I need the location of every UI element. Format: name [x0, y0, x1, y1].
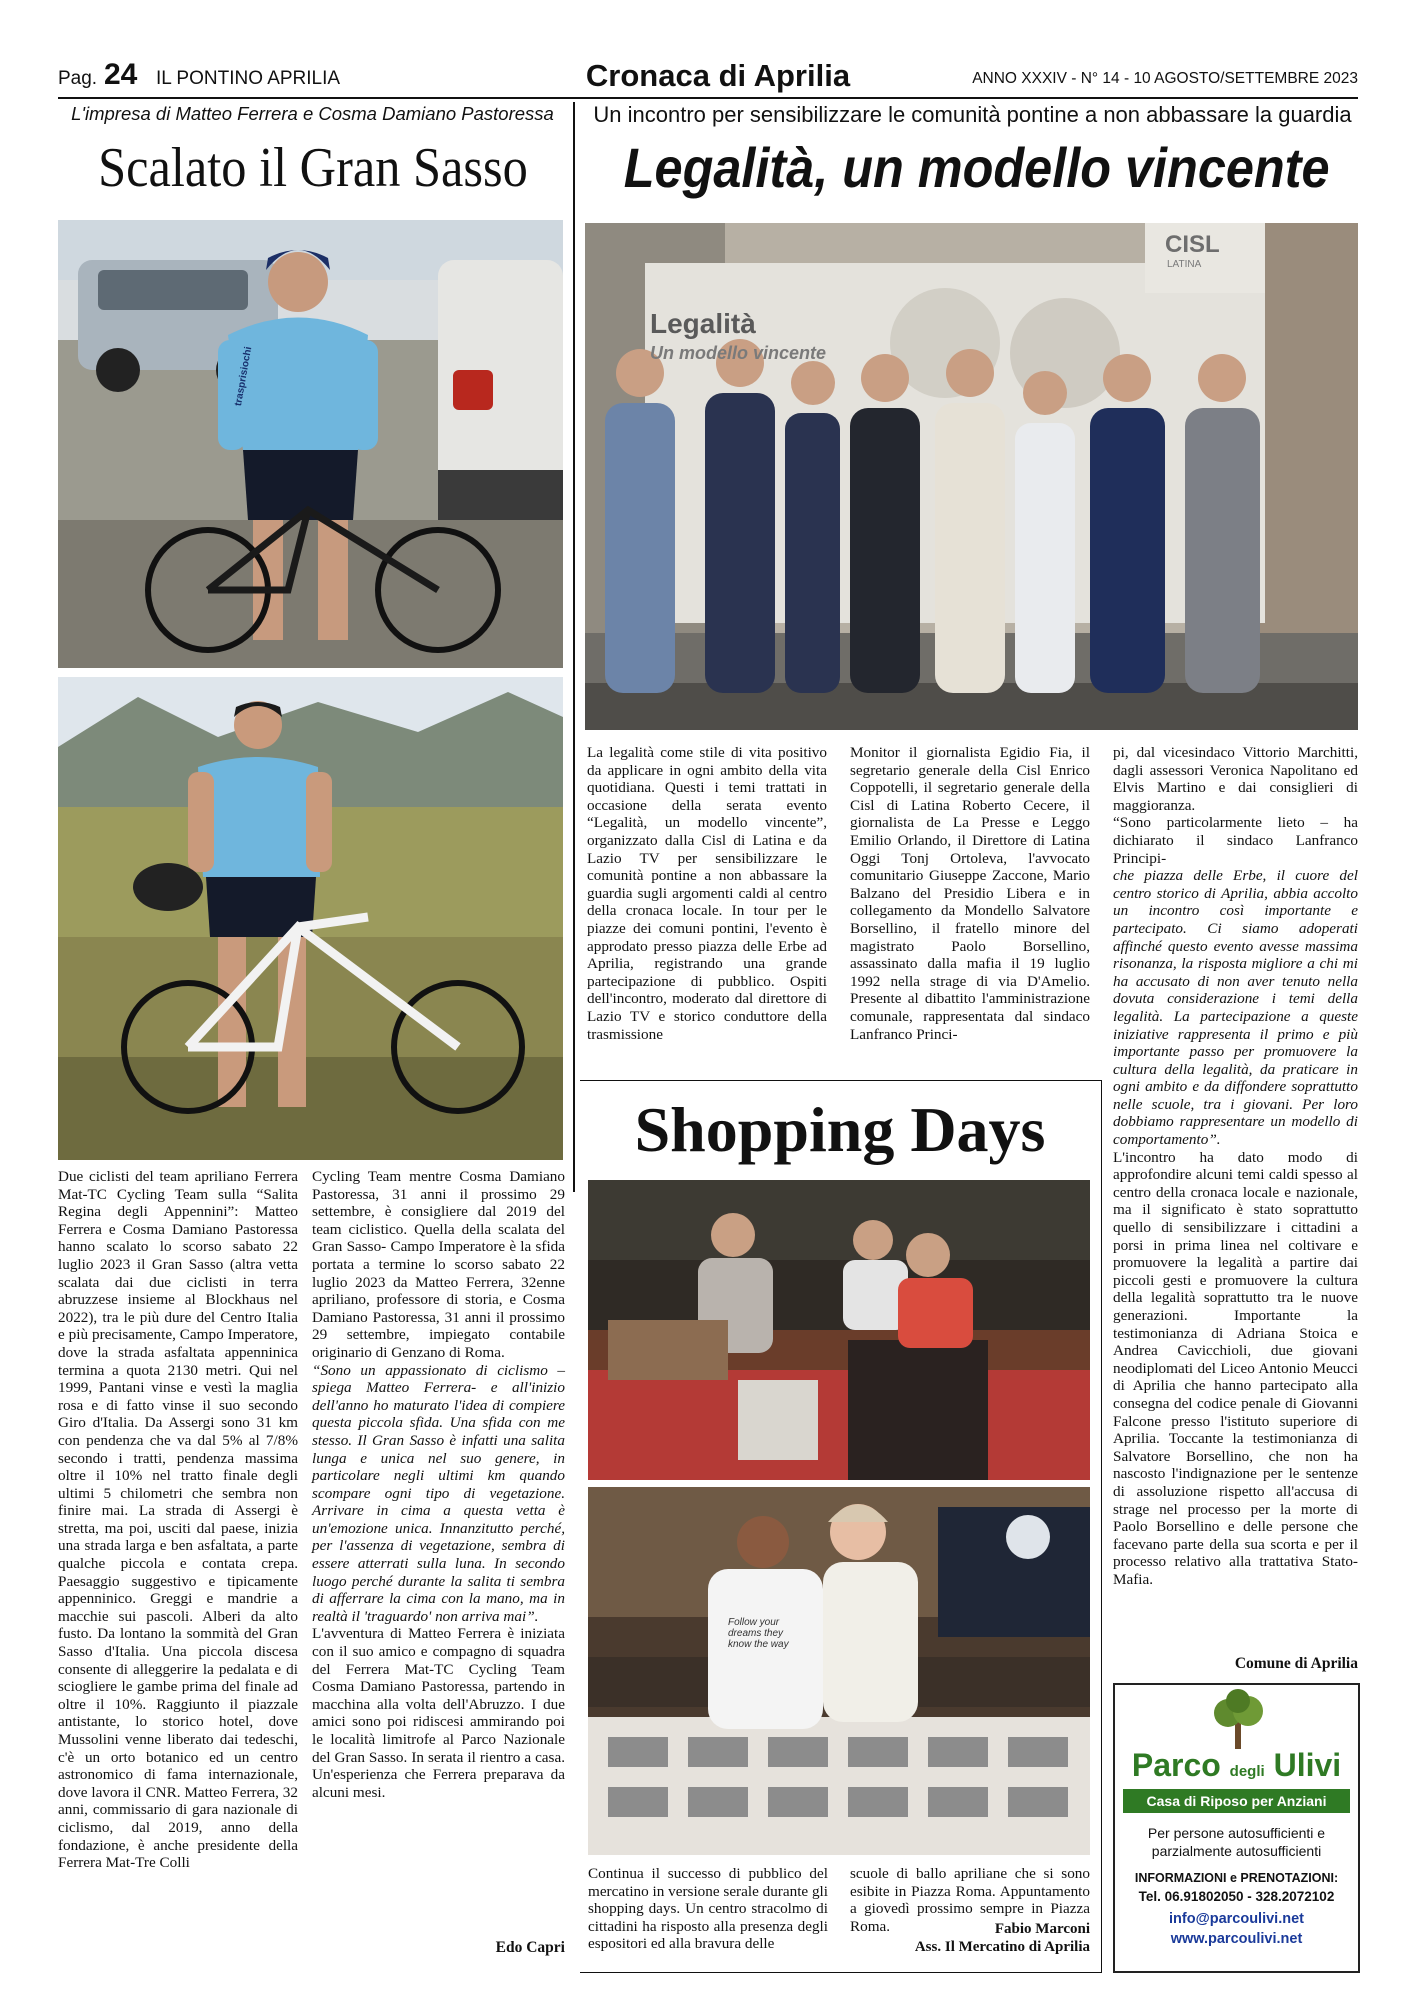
- right-kicker: Un incontro per sensibilizzare le comunità pontine a non abbassare la guardia: [593, 102, 1352, 127]
- right-article-col2: [850, 744, 1090, 1043]
- ad-desc-1: Per persone autosufficienti e: [1147, 1825, 1326, 1841]
- right-signature: Comune di Aprilia: [1234, 1655, 1358, 1672]
- photo-banner-text: Legalità: [650, 308, 756, 339]
- left-headline: Scalato il Gran Sasso: [98, 137, 528, 199]
- left-col1-text: Due ciclisti del team apriliano Ferrera Mat-TC Cycling Team sulla “Salita Regina degli Appennini”: Matteo Ferrera e Cosma Damiano Pastoressa hanno scalato lo scorso sabato 22 luglio 2023 il Gran Sasso (altra vetta scalata dai due ciclisti in terra abruzzese insieme al Blockhaus nel 2022), tra le più dure del Centro Italia e più precisamente, Campo Imperatore, dove la strada asfaltata appenninica termina a quota 2130 metri. Qui nel 1999, Pantani vinse e vestì la maglia rosa e di fatto vinse il suo secondo Giro d'Italia. Da Assergi sono 31 km con pendenza che va dal 5% al 7/8% secondo i tratti, pendenza massima oltre il 10% nel tratto finale degli ultimi 5 chilometri che sembra non finire mai. La strada di Assergi è stretta, ma poi, usciti dal paese, inizia una strada larga e ben asfaltata, a parte qualche piccola e contata crepa. Paesaggio suggestivo e tipicamente appenninico. Greggi e mandrie a macchie sui pascoli. Alberi da alto fusto. Da lontano la sommità del Gran Sasso d'Italia. Una piccola discesa consente di alleggerire la pedalata e di sciogliere le gambe prima del finale ad oltre il 10%. Raggiunto il piazzale antistante, lo storico hotel, dove Mussolini venne liberato dai tedeschi, c'è un orto botanico ed un centro astronomico di fama internazionale, dove lavora il CNR. Matteo Ferrera, 32 anni, commissario di gara nazionale di ciclismo, dal 2019, anno della fondazione, è anche presidente della Ferrera Mat-Tre Colli: [58, 1168, 298, 1872]
- photo-cisl-logo-sub: LATINA: [1167, 259, 1202, 270]
- shopping-col1: [588, 1865, 828, 1953]
- ad-brand-ulivi: Ulivi: [1273, 1747, 1342, 1783]
- page-header: [58, 58, 1358, 96]
- ad-phones: Tel. 06.91802050 - 328.2072102: [1138, 1889, 1335, 1904]
- shopping-signature-name: Fabio Marconi: [994, 1921, 1090, 1937]
- shopping-signature-org: Ass. Il Mercatino di Aprilia: [914, 1939, 1090, 1955]
- photo-legalita-event: [585, 223, 1358, 730]
- shirt-text: Follow your dreams they know the way: [728, 1617, 789, 1650]
- ad-brand: [1115, 1747, 1358, 1784]
- ad-desc-2: parzialmente autosufficienti: [1151, 1843, 1322, 1859]
- right-col2-text: Monitor il giornalista Egidio Fia, il segretario generale della Cisl Enrico Coppotelli, il segretario generale della Cisl di Latina Roberto Cecere, il giornalista de La Presse e Leggo Emilio Orlando, il Direttore di Latina Oggi Tonj Ortoleva, l'avvocato comunitario Giuseppe Zaccone, Mario Balzano del Presidio Libera e in collegamento da Mondello Salvatore Borsellino, il fratello minore del magistrato Paolo Borsellino, assassinato dalla mafia il 19 luglio 1992 nella strage di via D'Amelio. Presente al dibattito l'amministrazione comunale, rappresentata dal sindaco Lanfranco Princi-: [850, 744, 1090, 1043]
- left-article-col2: [312, 1168, 565, 1801]
- page-number: 24: [104, 58, 138, 91]
- ad-info-title: INFORMAZIONI e PRENOTAZIONI:: [1134, 1871, 1339, 1885]
- right-col3-text-a: pi, dal vicesindaco Vittorio Marchitti, dagli assessori Veronica Napolitano ed Elvis Martino e dai consiglieri di maggioranza.: [1113, 744, 1358, 814]
- pag-label: Pag.: [58, 68, 98, 89]
- photo-market-stall-2: [588, 1487, 1090, 1855]
- column-divider: [573, 102, 575, 1192]
- ad-email: info@parcoulivi.net: [1169, 1911, 1304, 1927]
- shopping-headline: Shopping Days: [634, 1094, 1046, 1165]
- jersey-text: trasprisiochi: [233, 345, 255, 407]
- photo-market-stall-1: [588, 1180, 1090, 1480]
- left-col2-text-a: Cycling Team mentre Cosma Damiano Pastoressa, 31 anni il prossimo 29 settembre, è consigliere dal 2019 del team ciclistico. Quella della scalata del Gran Sasso- Campo Imperatore è la sfida portata a termine lo scorso sabato 22 luglio 2023 da Matteo Ferrera, 32enne apriliano, professore di storia, e Cosma Damiano Pastoressa, 31 anni il prossimo 29 settembre, impiegato contabile originario di Genzano di Roma.: [312, 1168, 565, 1361]
- header-rule: [58, 97, 1358, 99]
- right-headline: Legalità, un modello vincente: [623, 136, 1330, 199]
- section-title: Cronaca di Aprilia: [585, 58, 851, 93]
- olive-tree-icon: [1193, 1689, 1283, 1749]
- right-col3-text-c: L'incontro ha dato modo di approfondire alcuni temi caldi spesso al centro della cronaca locale e nazionale, ma il significato è stato soprattutto quello di sensibilizzare i cittadini a porsi in prima linea nel coltivare e promuovere la legalità a partire dai piccoli gesti e promuovere la cultura della legalità soprattutto tra le nuove generazioni. Importante la testimonianza di Adriana Stoica e Andrea Cavicchioli, due giovani neodiplomati del Liceo Antonio Meucci di Aprilia che hanno partecipato alla consegna del codice penale di Giovanni Falcone presso l'istituto superiore di Aprilia. Toccante la testimonianza di Salvatore Borsellino, che non ha nascosto l'indignazione per le sentenze di assoluzione rispetto all'accusa di strage nel processo per la morte di Paolo Borsellino e delle persone che facevano parte della sua scorta e per il processo relativo alla trattativa Stato-Mafia.: [1113, 1148, 1358, 1588]
- left-signature: Edo Capri: [495, 1939, 565, 1956]
- ad-parco-ulivi: [1113, 1683, 1360, 1973]
- shopping-col1-text: Continua il successo di pubblico del mercatino in versione serale durante gli shopping days. Un centro stracolmo di cittadini ha risposto alla presenza degli espositori ed alla bravura delle: [588, 1865, 828, 1953]
- issue-info: ANNO XXXIV - N° 14 - 10 AGOSTO/SETTEMBRE 2023: [972, 70, 1358, 87]
- right-col1-text: La legalità come stile di vita positivo da applicare in ogni ambito della vita quotidiana. Questi i temi trattati in occasione della serata evento “Legalità, un modello vincente”, organizzato dalla Cisl di Latina e da Lazio TV per sensibilizzare le comunità pontine a non abbassare la guardia sugli argomenti caldi al centro della cronaca locale. In tour per le piazze dei comuni pontini, l'evento è approdato presso piazza delle Erbe ad Aprilia, registrando una grande partecipazione di pubblico. Ospiti dell'incontro, moderato dal direttore di Lazio TV e storico conduttore della trasmissione: [587, 744, 827, 1043]
- left-article-col1: [58, 1168, 298, 1872]
- right-col3-quote: che piazza delle Erbe, il cuore del centro storico di Aprilia, abbia accolto un incontro così importante e partecipato. Ci siamo adoperati affinché questo evento avesse massima risonanza, la risposta migliore a chi mi ha accusato di non aver tenuto nella dovuta considerazione i temi della legalità. La partecipazione a queste iniziative rappresenta il primo e più importante passo per promuovere la cultura della legalità, da praticare in ogni ambito e da diffondere soprattutto nelle scuole, tra i giovani. Per loro dobbiamo rappresentare un modello di comportamento”.: [1113, 867, 1358, 1149]
- ad-web: www.parcoulivi.net: [1170, 1931, 1303, 1947]
- right-article-col1: [587, 744, 827, 1043]
- shopping-col2-text: scuole di ballo apriliane che si sono esibite in Piazza Roma. Appuntamento a giovedì prossimo sempre in Piazza Roma.: [850, 1865, 1090, 1935]
- left-col2-quote: “Sono un appassionato di ciclismo – spiega Matteo Ferrera- e all'inizio dell'anno ho maturato l'idea di compiere questa piccola sfida. Una sfida con me stesso. Il Gran Sasso è infatti una salita lunga e unica nel suo genere, in particolare negli ultimi km quando scompare ogni tipo di vegetazione. Arrivare in cima a questa vetta è un'emozione unica. Innanzitutto perché, per l'assenza di vegetazione, sembra di essere atterrati sulla luna. In secondo luogo perché durante la salita ti sembra di afferrare la cima con la mano, ma in realtà il 'traguardo' non arriva mai”.: [312, 1361, 565, 1625]
- paper-name: IL PONTINO APRILIA: [156, 68, 341, 89]
- photo-cisl-logo: CISL: [1165, 231, 1220, 258]
- photo-cyclist-parking: [58, 220, 563, 668]
- ad-brand-degli: degli: [1229, 1763, 1265, 1780]
- ad-tagline: Casa di Riposo per Anziani: [1123, 1789, 1350, 1813]
- right-article-col3: [1113, 744, 1358, 1589]
- ad-brand-parco: Parco: [1131, 1747, 1221, 1783]
- right-col3-text-b: “Sono particolarmente lieto – ha dichiarato il sindaco Lanfranco Principi-: [1113, 814, 1358, 867]
- photo-cyclist-meadow: [58, 677, 563, 1160]
- photo-banner-subtext: Un modello vincente: [650, 343, 827, 363]
- left-col2-text-b: L'avventura di Matteo Ferrera è iniziata con il suo amico e compagno di squadra del Ferrera Mat-TC Cycling Team Cosma Damiano Pastoressa, partendo in macchina alla volta dell'Abruzzo. I due amici sono poi ridiscesi ammirando poi le località limitrofe al Parco Nazionale del Gran Sasso. In serata il rientro a casa. Un'esperienza che Ferrera preparava da alcuni mesi.: [312, 1625, 565, 1801]
- left-kicker: L'impresa di Matteo Ferrera e Cosma Damiano Pastoressa: [71, 103, 554, 124]
